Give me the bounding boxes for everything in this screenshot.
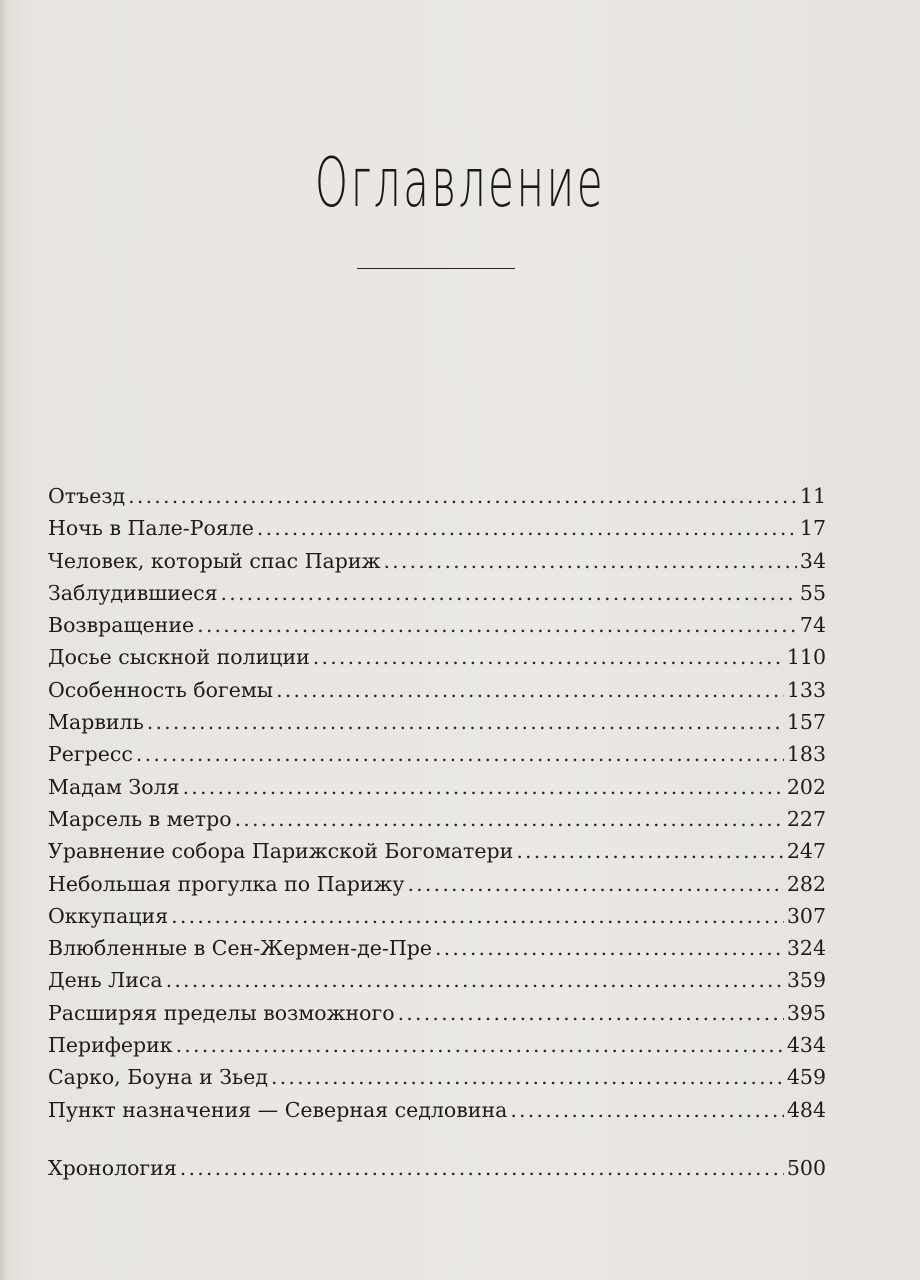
toc-entry-page: 500 (786, 1155, 826, 1180)
toc-entry-title: Хронология (48, 1155, 177, 1180)
toc-entry-title: Заблудившиеся (48, 580, 218, 605)
toc-entry (48, 803, 826, 835)
toc-dot-leader (271, 1061, 784, 1093)
toc-dot-leader (407, 868, 783, 900)
toc-entry (48, 932, 826, 964)
toc-entry-title: Пункт назначения — Северная седловина (48, 1097, 508, 1122)
toc-entry-title: Расширяя пределы возможного (48, 1000, 395, 1025)
toc-entry-title: Марвиль (48, 710, 144, 735)
toc-entry-page: 484 (786, 1097, 826, 1122)
toc-entry (48, 545, 826, 577)
toc-entry (48, 1094, 826, 1126)
toc-entry-title: Особенность богемы (48, 677, 274, 702)
toc-dot-leader (180, 1152, 784, 1184)
toc-entry (48, 1029, 826, 1061)
toc-dot-leader (183, 771, 784, 803)
toc-entry-page: 74 (799, 613, 826, 638)
toc-entry-title: Уравнение собора Парижской Богоматери (48, 839, 514, 864)
page-title: Оглавление (314, 144, 606, 223)
toc-entry-title: Отъезд (48, 484, 126, 508)
toc-entry-title: Влюбленные в Сен-Жермен-де-Пре (48, 936, 432, 961)
toc-dot-leader (276, 674, 784, 706)
toc-entry (48, 868, 826, 900)
toc-entry (48, 609, 826, 641)
toc-entry-title: Человек, который спас Париж (48, 548, 381, 573)
toc-entry (48, 738, 826, 770)
page-gutter (0, 0, 8, 1280)
toc-dot-leader (171, 900, 784, 932)
toc-entry-page: 110 (786, 645, 826, 670)
toc-entry-title: Возвращение (48, 613, 195, 638)
toc-entry-page: 324 (786, 936, 826, 961)
toc-dot-leader (313, 641, 784, 673)
toc-entry-page: 202 (786, 774, 826, 799)
toc-entry (48, 835, 826, 867)
toc-entry (48, 900, 826, 932)
toc-dot-leader (166, 964, 784, 996)
toc-entry (48, 480, 826, 512)
toc-entry-page: 307 (786, 903, 826, 928)
toc-dot-leader (176, 1029, 784, 1061)
toc-dot-leader (235, 803, 784, 835)
toc-dot-leader (510, 1094, 784, 1126)
toc-entry-page: 34 (799, 548, 826, 573)
toc-entry (48, 641, 826, 673)
toc-entry (48, 997, 826, 1029)
toc-entry-title: Ночь в Пале-Рояле (48, 516, 254, 541)
toc-entry-title: Оккупация (48, 903, 169, 928)
toc-entry-page: 11 (799, 484, 826, 508)
toc-entry (48, 1152, 826, 1184)
table-of-contents (48, 480, 826, 1184)
toc-dot-leader (128, 480, 797, 512)
toc-entry-page: 459 (786, 1065, 826, 1090)
toc-entry-page: 282 (786, 871, 826, 896)
toc-entry-page: 359 (786, 968, 826, 993)
toc-entry (48, 577, 826, 609)
toc-entry-title: Регресс (48, 742, 133, 767)
toc-entry (48, 706, 826, 738)
toc-entry (48, 1061, 826, 1093)
toc-entry-title: День Лиса (48, 968, 163, 993)
toc-dot-leader (383, 545, 796, 577)
toc-entry-title: Мадам Золя (48, 774, 180, 799)
toc-entry-page: 247 (786, 839, 826, 864)
toc-entry (48, 512, 826, 544)
toc-entry-title: Небольшая прогулка по Парижу (48, 871, 405, 896)
toc-entry-title: Досье сыскной полиции (48, 645, 310, 670)
toc-dot-leader (197, 609, 797, 641)
toc-entry-title: Сарко, Боуна и Зьед (48, 1065, 268, 1090)
toc-dot-leader (221, 577, 797, 609)
toc-entry-page: 157 (786, 710, 826, 735)
toc-entry-page: 133 (786, 677, 826, 702)
toc-entry-page: 55 (799, 580, 826, 605)
toc-dot-leader (398, 997, 784, 1029)
toc-dot-leader (435, 932, 784, 964)
toc-entry-title: Периферик (48, 1033, 173, 1058)
title-divider (357, 268, 515, 269)
toc-entry-page: 183 (786, 742, 826, 767)
toc-entry-page: 227 (786, 806, 826, 831)
toc-dot-leader (516, 835, 784, 867)
toc-entry (48, 771, 826, 803)
toc-dot-leader (257, 512, 797, 544)
toc-entry-title: Марсель в метро (48, 806, 232, 831)
toc-entry (48, 964, 826, 996)
toc-entry (48, 674, 826, 706)
toc-entry-page: 395 (786, 1000, 826, 1025)
toc-entry-page: 434 (786, 1033, 826, 1058)
toc-dot-leader (147, 706, 784, 738)
toc-entry-page: 17 (799, 516, 826, 541)
toc-dot-leader (136, 738, 784, 770)
